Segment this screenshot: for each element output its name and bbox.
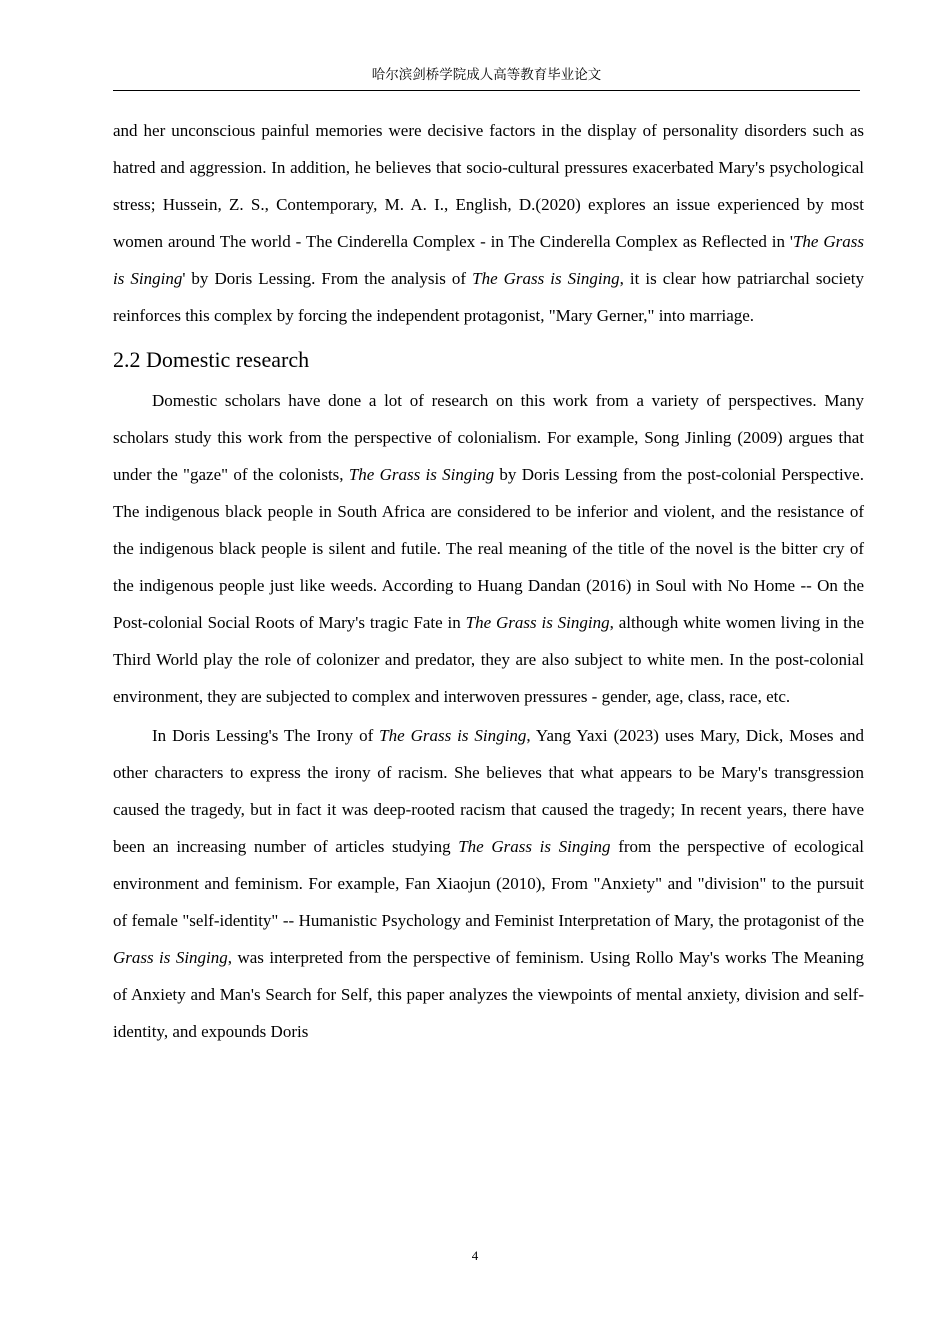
book-title: The Grass is Singing [348, 465, 495, 484]
paragraph-continued [113, 112, 864, 334]
text-run: , it is clear how patriarchal society reinforces this complex by forcing the independent protagonist, "Mary Gerner," into marriage. [113, 269, 864, 325]
text-run: , was interpreted from the perspective of feminism. Using Rollo May's works The Meaning of Anxiety and Man's Search for Self, this paper analyzes the viewpoints of mental anxiety, division and self-identity, and expounds Doris [113, 948, 864, 1041]
text-run: In Doris Lessing's The Irony of [152, 726, 380, 745]
text-run: and her unconscious painful memories were decisive factors in the display of personality disorders such as hatred and aggression. In addition, he believes that socio-cultural pressures exacerbated Mary's psychological stress; Hussein, Z. S., Contemporary, M. A. I., English, D.(2020) explores an issue experienced by most women around The world - The Cinderella Complex - in The Cinderella Complex as Reflected in ' [113, 121, 864, 251]
text-run: ' by Doris Lessing. From the analysis of [182, 269, 473, 288]
paragraph-domestic-research [113, 382, 864, 715]
book-title: The Grass is Singing [465, 613, 610, 632]
book-title: The Grass is Singing [379, 726, 527, 745]
book-title: Grass is Singing [113, 948, 228, 967]
main-content [113, 112, 864, 1050]
text-run: Domestic scholars have done a lot of research on this work from a variety of perspectives. Many scholars study this work from the perspective of colonialism. For example, Song Jinling (2009) argues that under the "gaze" of the colonists, [113, 391, 864, 484]
text-run: , although white women living in the Third World play the role of colonizer and predator, they are also subject to white men. In the post-colonial environment, they are subjected to complex and interwoven pressures - gender, age, class, race, etc. [113, 613, 864, 706]
book-title: The Grass is Singing [458, 837, 611, 856]
header-title: 哈尔滨剑桥学院成人高等教育毕业论文 [371, 67, 602, 83]
page-header [113, 64, 860, 91]
book-title: The Grass is Singing [472, 269, 620, 288]
page-number: 4 [471, 1248, 479, 1263]
text-run: by Doris Lessing from the post-colonial Perspective. The indigenous black people in South Africa are considered to be inferior and violent, and the resistance of the indigenous black people is silent and futile. The real meaning of the title of the novel is the bitter cry of the indigenous people just like weeds. According to Huang Dandan (2016) in Soul with No Home -- On the Post-colonial Social Roots of Mary's tragic Fate in [113, 465, 864, 632]
text-run: from the perspective of ecological environment and feminism. For example, Fan Xiaojun (2010), From "Anxiety" and "division" to the pursuit of female "self-identity" -- Humanistic Psychology and Feminist Interpretation of Mary, the protagonist of the [113, 837, 864, 930]
book-title: The Grass is Singing [113, 232, 864, 288]
text-run: , Yang Yaxi (2023) uses Mary, Dick, Moses and other characters to express the irony of racism. She believes that what appears to be Mary's transgression caused the tragedy, but in fact it was deep-rooted racism that caused the tragedy; In recent years, there have been an increasing number of articles studying [113, 726, 864, 856]
paragraph-irony [113, 717, 864, 1050]
section-heading: 2.2 Domestic research [113, 347, 310, 372]
